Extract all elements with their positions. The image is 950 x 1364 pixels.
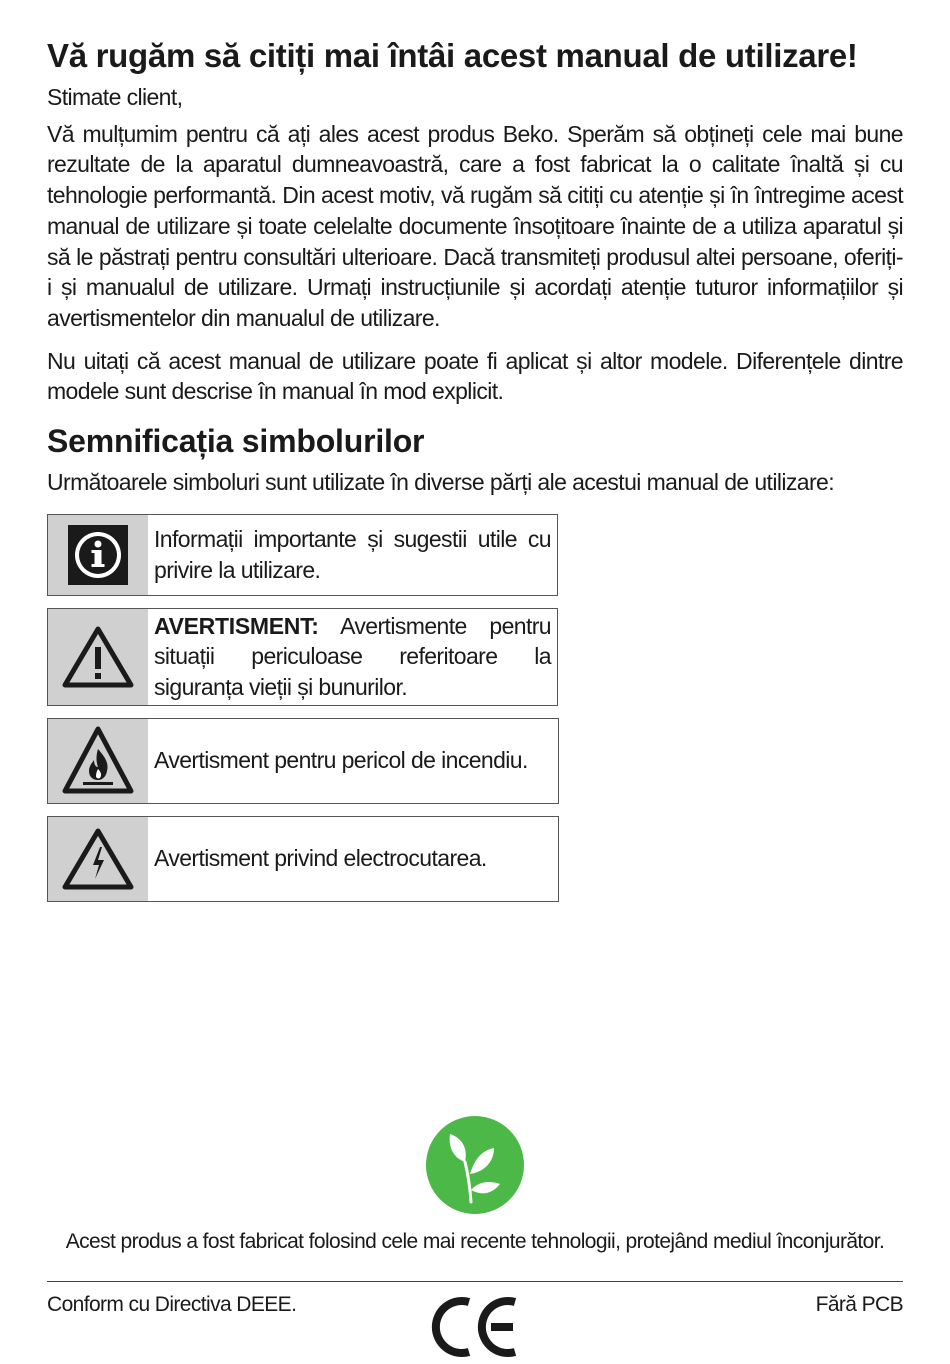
symbol-row-info <box>47 514 558 596</box>
symbols-heading: Semnificația simbolurilor <box>47 423 425 460</box>
symbol-row-fire <box>47 718 559 804</box>
warning-icon <box>48 609 148 705</box>
symbols-list <box>47 514 903 902</box>
symbol-text: Informații importante și sugestii utile cu privire la utilizare. <box>154 526 551 583</box>
weee-compliance: Conform cu Directiva DEEE. <box>47 1293 297 1316</box>
ce-mark-icon <box>431 1296 519 1358</box>
symbol-text: Avertisment pentru pericol de incendiu. <box>154 747 528 774</box>
warning-label: AVERTISMENT: <box>154 612 319 639</box>
symbol-row-electric <box>47 816 559 902</box>
page-title: Vă rugăm să citiți mai întâi acest manual de utilizare! <box>47 37 858 74</box>
symbol-text: AVERTISMENT: Avertismente pentru situații periculoase referitoare la siguranța vieții și bunurilor. <box>154 612 551 700</box>
footer-divider <box>47 1281 903 1282</box>
symbol-text: Avertisment privind electrocutarea. <box>154 845 487 872</box>
info-icon <box>48 515 148 595</box>
eco-leaf-icon <box>426 1116 524 1214</box>
greeting: Stimate client, <box>47 84 183 110</box>
electric-shock-icon <box>48 817 148 901</box>
symbols-intro: Următoarele simboluri sunt utilizate în diverse părți ale acestui manual de utilizare: <box>47 469 835 496</box>
intro-paragraph: Vă mulțumim pentru că ați ales acest produs Beko. Sperăm să obțineți cele mai bune rezultate de la aparatul dumneavoastră, care a fost fabricat la o calitate înaltă și cu tehnologie performantă. Din acest motiv, vă rugăm să citiți cu atenție și în întregime acest manual de utilizare și toate celelalte documente însoțitoare înainte de a utiliza aparatul și să le păstrați pentru consultări ulterioare. Dacă transmiteți produsul altei persoane, oferiți-i și manualul de utilizare. Urmați instrucțiunile și acordați atenție tuturor informațiilor și avertismentelor din manualul de utilizare. <box>47 120 903 331</box>
eco-statement: Acest produs a fost fabricat folosind cele mai recente tehnologii, protejând mediul înconjurător. <box>65 1230 885 1253</box>
symbol-row-warning <box>47 608 558 706</box>
manual-page <box>47 34 903 914</box>
models-paragraph: Nu uitați că acest manual de utilizare poate fi aplicat și altor modele. Diferențele dintre modele sunt descrise în manual în mod explicit. <box>47 347 903 405</box>
fire-hazard-icon <box>48 719 148 803</box>
pcb-free: Fără PCB <box>815 1293 903 1316</box>
